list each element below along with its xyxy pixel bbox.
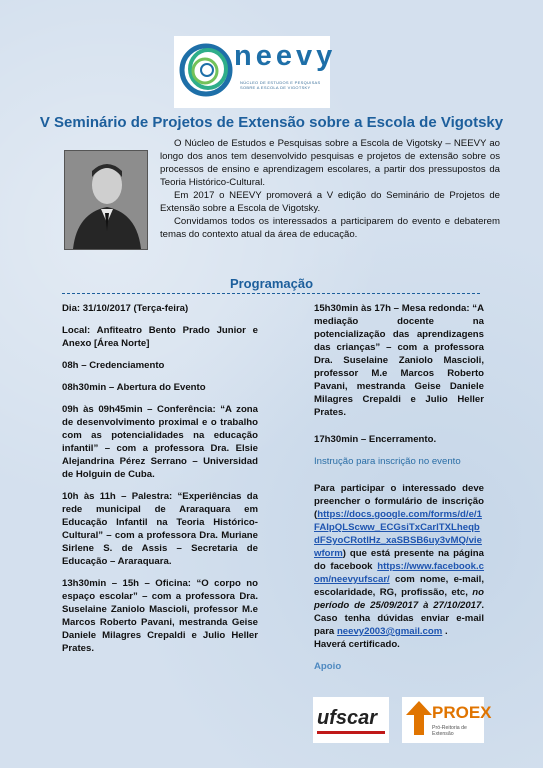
apoio-label: Apoio [314,661,342,672]
schedule-item-speaker: – com a professora Dra. Suselaine Zaniolo Mascioli, professor M.e Marcos Roberto Pavani, mestranda Geise Daniele Milagres Crepaldi e Julio Heller Prates. [314,342,484,418]
ufscar-red-bar [317,731,385,734]
intro-paragraph: O Núcleo de Estudos e Pesquisas sobre a Escola de Vigotsky – NEEVY ao longo dos anos tem desenvolvido pesquisas e projetos de extensão sobre os processos de ensino e aprendizagem escolares, a partir dos pressupostos da Teoria Histórico-Cultural. [160,138,500,188]
registration-text: . [442,626,448,637]
portrait-image [65,151,147,249]
ufscar-wordmark: ufscar [317,707,378,729]
intro-paragraph: Em 2017 o NEEVY promoverá a V edição do Seminário de Projetos de Extensão sobre a Escola de Vigotsky. [160,190,500,214]
registration-form-link[interactable]: https://docs.google.com/forms/d/e/1FAIpQLScww_ECGsiTxCarlTXLheqbdFSyoCRotlHz_xaSBSB6uy3vMQ/viewform [314,509,482,559]
registration-text: Para participar o interessado deve preencher o formulário de inscrição ( [314,483,484,520]
registration-text: . Caso tenha dúvidas enviar e-mail para [314,600,484,637]
spiral-logo-icon [178,39,238,101]
contact-email-link[interactable]: neevy2003@gmail.com [336,626,443,637]
schedule-item-title: 09h às 09h45min – Conferência: “A zona de desenvolvimento proximal e o trabalho com as potencialidades na educação infantil” [62,404,258,454]
programacao-heading: Programação [229,276,314,291]
vigotsky-portrait [64,150,148,250]
dashed-divider [62,293,480,294]
certificate-note: Haverá certificado. [314,639,400,650]
event-date: Dia: 31/10/2017 (Terça-feira) [62,303,189,314]
facebook-link[interactable]: https://www.facebook.com/neevyufscar/ [314,561,484,585]
intro-text [160,137,500,241]
schedule-item-speaker: – com a professora Dra. Elsie Alejandrina Pérez Serrano – Universidad de Holguin de Cuba. [62,443,258,480]
proex-subtitle: Pró-Reitoria de Extensão [432,725,467,737]
registration-text: ) que está presente na página do facebook [314,548,484,572]
event-location: Local: Anfiteatro Bento Prado Junior e Anexo [Área Norte] [62,325,258,349]
intro-paragraph: Convidamos todos os interessados a participarem do evento e debaterem temas do contexto atual da área de educação. [160,216,500,240]
logo-wordmark: neevy [234,40,337,72]
event-title: V Seminário de Projetos de Extensão sobre a Escola de Vigotsky [39,114,504,131]
schedule-item-title: 13h30min – 15h – Oficina: “O corpo no espaço escolar” [62,578,258,602]
schedule-right-column [314,302,484,682]
registration-period: no período de 25/09/2017 à 27/10/2017 [314,587,484,611]
logo-subtitle: NÚCLEO DE ESTUDOS E PESQUISAS SOBRE A ESCOLA DE VIGOTSKY [240,80,321,90]
arrow-up-icon [406,701,432,735]
proex-logo [402,697,492,743]
schedule-item: 08h30min – Abertura do Evento [62,382,206,393]
schedule-item: 08h – Credenciamento [62,360,165,371]
schedule-left-column [62,302,258,664]
schedule-item-title: 10h às 11h – Palestra: “Experiências da rede municipal de Araraquara em Educação Infantil na Teoria Histórico-Cultural” [62,491,258,541]
schedule-item-speaker: – com a professora Dra. Muriane Sirlene S. de Assis – Secretaria de Educação – Araraquara. [62,530,258,567]
ufscar-logo [313,697,389,743]
schedule-item: 17h30min – Encerramento. [314,434,437,445]
proex-wordmark: PROEX [432,703,492,722]
registration-heading: Instrução para inscrição no evento [314,456,461,467]
schedule-item-speaker: – com a professora Dra. Suselaine Zaniolo Mascioli, professor M.e Marcos Roberto Pavani, mestranda Geise Daniele Milagres Crepaldi e Julio Heller Prates. [62,591,258,654]
neevy-logo [174,36,337,108]
registration-text: com nome, e-mail, escolaridade, RG, profissão, etc, [314,574,484,598]
schedule-item-title: 15h30min às 17h – Mesa redonda: “A mediação docente na potencialização das aprendizagens das crianças” [314,303,484,353]
